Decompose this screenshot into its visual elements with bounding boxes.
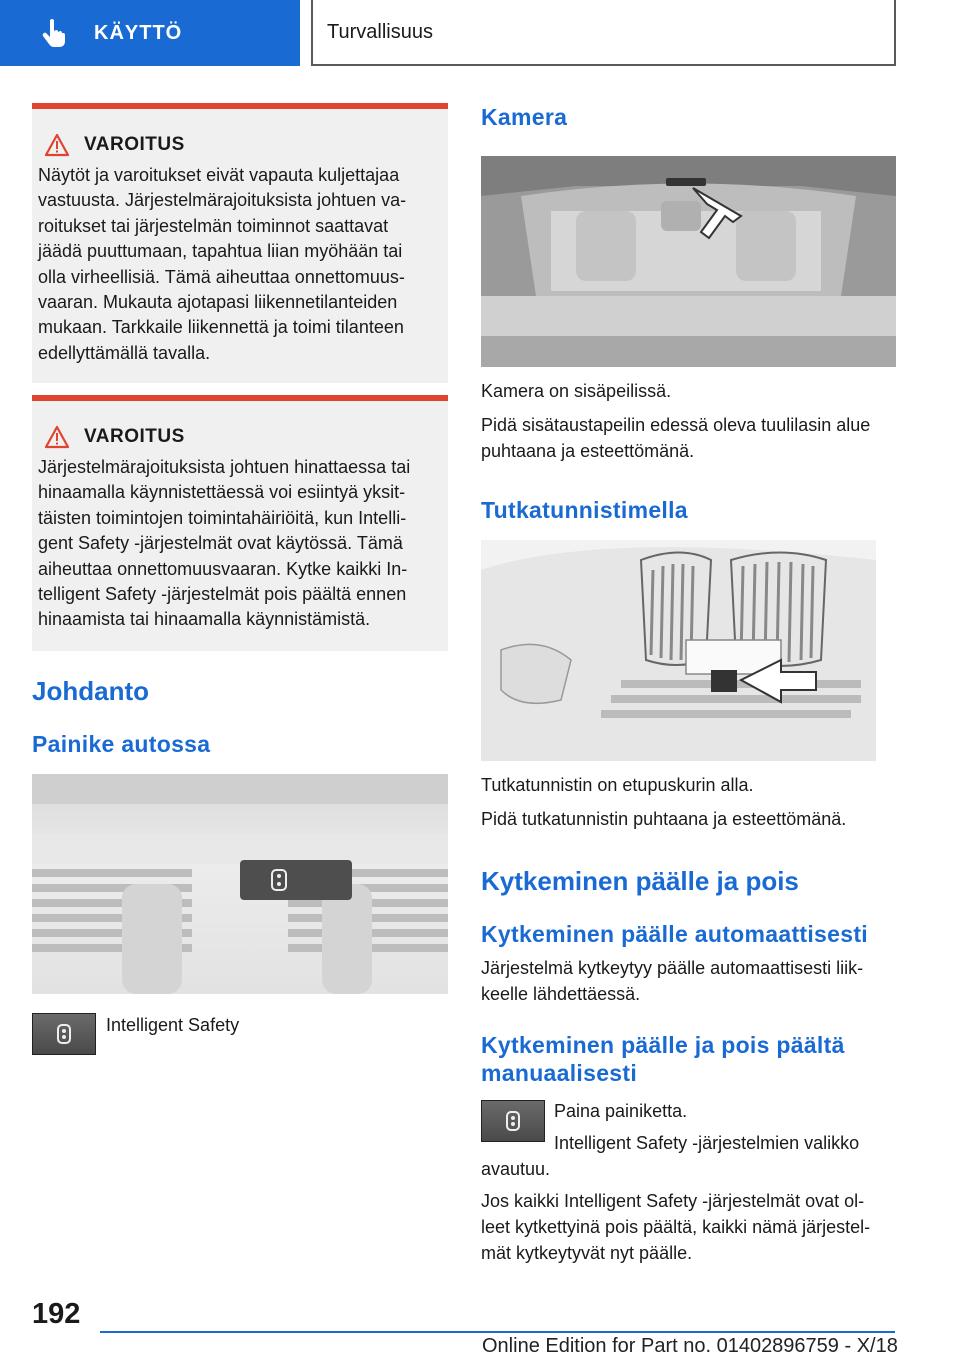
radar-text: Tutkatunnistin on etupuskurin alla. Pidä tutkatunnistin puhtaana ja esteettömänä. [481,775,847,829]
warning-title: VAROITUS [84,426,185,447]
button-caption: Intelligent Safety [106,1015,240,1035]
section-title: Johdanto [32,676,149,706]
footer-divider [100,1331,895,1333]
onoff-title: Kytkeminen päälle ja pois [481,866,799,896]
manual-title: Kytkeminen päälle ja pois päältä manuaalisesti [481,1032,845,1086]
footer-edition: Online Edition for Part no. 01402896759 - X/18 [482,1335,898,1357]
menu-opens-text-cont: avautuu. [481,1159,551,1179]
press-button-text: Paina painiketta. [554,1101,688,1121]
warning-triangle-icon [44,425,70,449]
camera-title: Kamera [481,104,568,130]
section-label: Turvallisuus [327,20,433,43]
camera-text: Kamera on sisäpeilissä. Pidä sisätaustapeilin edessä oleva tuulilasin alue puhtaana ja esteettömänä. [481,381,871,461]
chapter-tab[interactable] [0,0,300,66]
page-number: 192 [32,1298,81,1330]
intelligent-safety-button-icon [481,1100,545,1142]
warning-box [32,103,448,383]
auto-on-text: Järjestelmä kytkeytyy päälle automaattisesti liik- keelle lähdettäessä. [481,958,864,1004]
subsection-title: Painike autossa [32,731,211,757]
warning-triangle-icon [44,133,70,157]
front-bumper-radar-photo [481,540,876,761]
auto-on-title: Kytkeminen päälle automaattisesti [481,921,868,947]
warning-text: Näytöt ja varoitukset eivät vapauta kuljettajaa vastuusta. Järjestelmärajoituksista johtuen va- roitukset tai järjestelmän toiminnot saattavat jäädä puuttumaan, tapahtua liian myöhään tai olla virheellisiä. Tämä aiheuttaa onnettomuus- vaaran. Mukauta ajotapasi liikennetilanteiden mukaan. Tarkkaile liikennettä ja toimi tilanteen edellyttämällä tavalla. [38,165,407,363]
rearview-camera-photo [481,156,896,367]
intelligent-safety-button-icon [32,1013,96,1055]
warning-title: VAROITUS [84,134,185,155]
hand-pointer-icon [42,18,68,48]
section-header [311,0,896,66]
reactivate-text: Jos kaikki Intelligent Safety -järjestelmät ovat ol- leet kytkettyinä pois päältä, kaikki nämä järjestel- mät kytkeytyvät nyt päälle. [481,1191,871,1263]
warning-text: Järjestelmärajoituksista johtuen hinattaessa tai hinaamalla käynnistettäessä voi esiintyä yksit- täisten toimintojen toimintahäiriöitä, kun Intelli- gent Safety -järjestelmät ovat käytössä. Tämä aiheuttaa onnettomuusvaaran. Kytke kaikki In- telligent Safety -järjestelmät pois päältä ennen hinaamista tai hinaamalla käynnistämistä. [38,457,411,630]
radar-title: Tutkatunnistimella [481,497,688,523]
menu-opens-text: Intelligent Safety -järjestelmien valikko [554,1133,860,1153]
warning-box [32,395,448,651]
chapter-label: KÄYTTÖ [94,21,183,44]
dashboard-button-photo [32,774,448,994]
